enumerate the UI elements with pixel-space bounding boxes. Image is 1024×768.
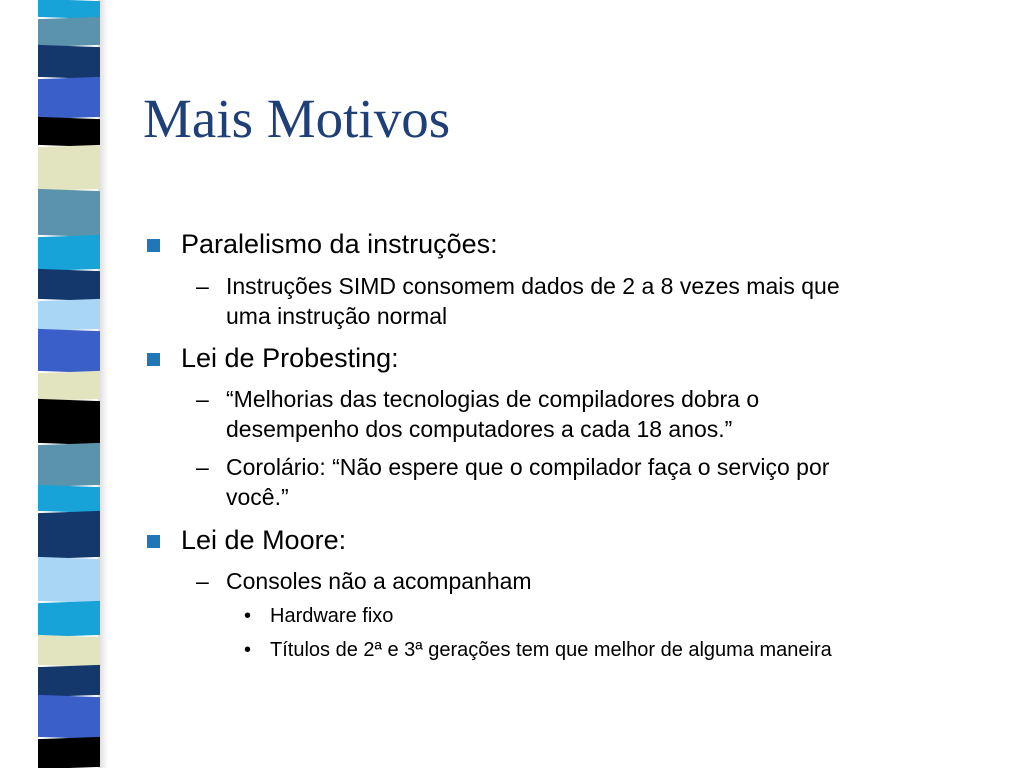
bullet-text: Paralelismo da instruções: xyxy=(181,229,498,259)
sub-bullet-item xyxy=(196,566,532,596)
bullet-item xyxy=(181,343,399,373)
sub-sub-bullet-text: Títulos de 2ª e 3ª gerações tem que melhor de alguma maneira xyxy=(270,639,832,661)
dash-bullet-icon: – xyxy=(196,273,209,299)
dash-bullet-icon: – xyxy=(196,386,209,412)
bullet-item xyxy=(181,229,498,259)
dot-bullet-icon: • xyxy=(244,639,252,661)
sub-bullet-item xyxy=(196,271,840,331)
sub-sub-bullet-item xyxy=(244,603,394,629)
sub-bullet-text-cont: desempenho dos computadores a cada 18 anos.” xyxy=(226,416,733,442)
dash-bullet-icon: – xyxy=(196,454,209,480)
bullet-item xyxy=(181,525,346,555)
square-bullet-icon xyxy=(147,239,160,252)
sub-bullet-text-cont: uma instrução normal xyxy=(226,303,448,329)
sub-bullet-text-cont: você.” xyxy=(226,484,289,510)
square-bullet-icon xyxy=(147,535,160,548)
dash-bullet-icon: – xyxy=(196,568,209,594)
slide-title: Mais Motivos xyxy=(143,88,451,149)
bullet-text: Lei de Moore: xyxy=(181,525,347,555)
sub-bullet-text: Instruções SIMD consomem dados de 2 a 8 vezes mais que xyxy=(226,273,840,299)
sub-bullet-text: Consoles não a acompanham xyxy=(226,568,532,594)
bullet-text: Lei de Probesting: xyxy=(181,343,399,373)
sub-sub-bullet-text: Hardware fixo xyxy=(270,605,394,627)
sub-bullet-item xyxy=(196,452,830,512)
sub-bullet-item xyxy=(196,384,760,444)
dot-bullet-icon: • xyxy=(244,605,252,627)
square-bullet-icon xyxy=(147,353,160,366)
sub-sub-bullet-item xyxy=(244,637,832,663)
sub-bullet-text: Corolário: “Não espere que o compilador faça o serviço por xyxy=(226,454,830,480)
sub-bullet-text: “Melhorias das tecnologias de compiladores dobra o xyxy=(226,386,760,412)
